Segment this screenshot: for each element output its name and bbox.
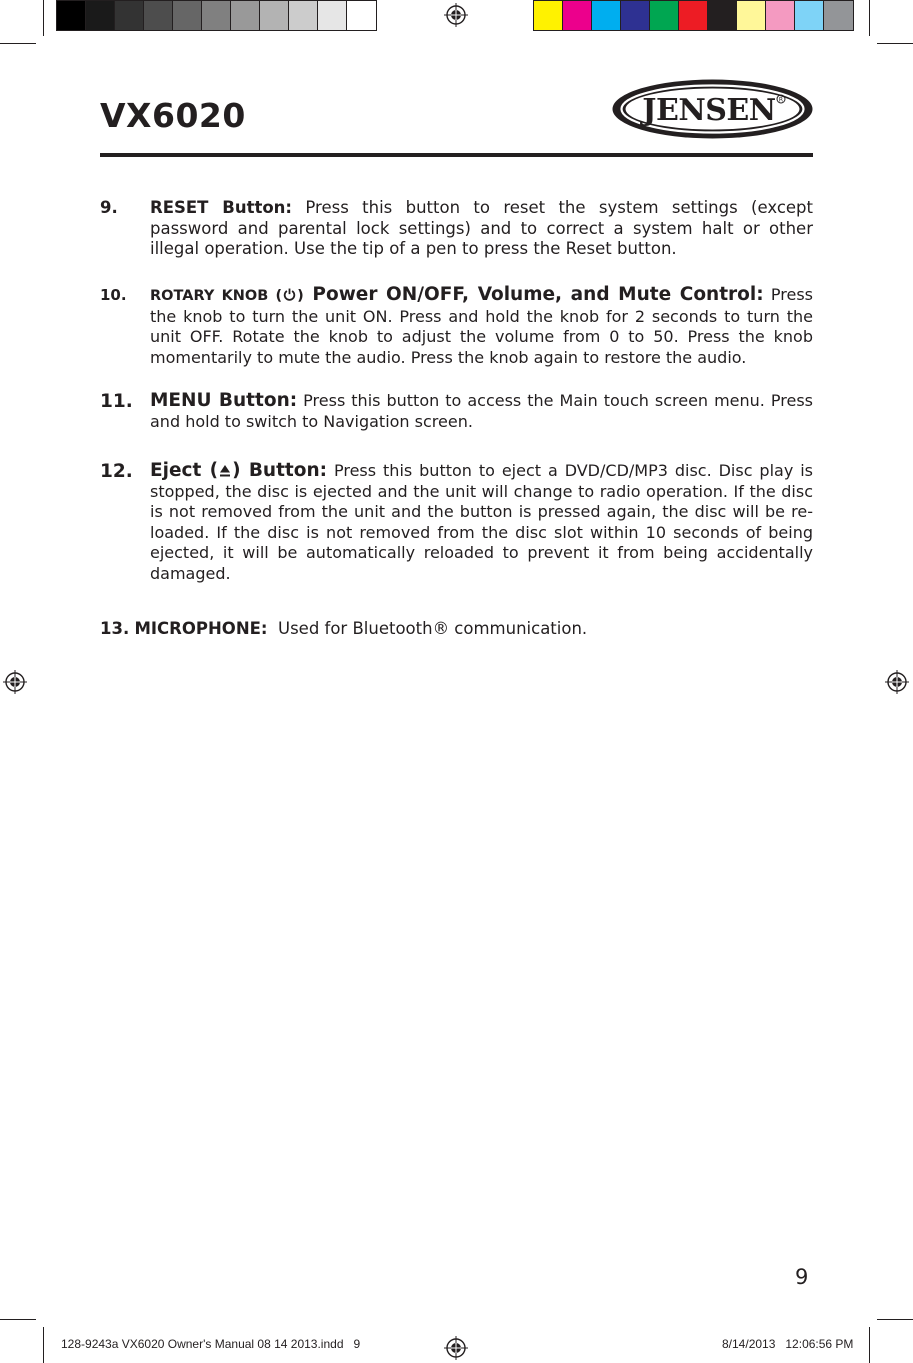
gray-swatch [57, 1, 86, 30]
item-description: Used for Bluetooth® communication. [267, 619, 588, 638]
item-label-pre: Eject ( [150, 460, 219, 481]
item-label: MENU Button: [150, 390, 298, 411]
item-number: 12. [100, 461, 133, 482]
item-label-post: ) Button: [232, 460, 328, 481]
color-swatch [766, 1, 795, 30]
gray-swatch [202, 1, 231, 30]
slug-date: 8/14/2013 12:06:56 PM [722, 1337, 854, 1351]
item-label: RESET Button: [150, 198, 293, 217]
item-number: 9. [100, 198, 118, 217]
crop-mark [869, 1327, 870, 1363]
brand-wordmark: JENSEN [642, 93, 776, 128]
item-description: Press this button to reset the system settings (except password and parental lock settings) and to correct a system halt or other illegal operation. Use the tip of a pen to press the Reset button. [150, 198, 813, 258]
item-label-close: ) [297, 288, 304, 304]
list-item [100, 285, 813, 368]
registration-target-icon [885, 670, 909, 694]
item-number: 13. [100, 619, 130, 638]
color-swatch [563, 1, 592, 30]
item-text [150, 461, 813, 584]
color-swatch [795, 1, 824, 30]
gray-swatch [144, 1, 173, 30]
color-swatch [621, 1, 650, 30]
crop-mark [43, 0, 44, 36]
item-description: Press this button to access the Main touch screen menu. Press and hold to switch to Navigation screen. [150, 391, 813, 431]
grayscale-color-bar [56, 0, 377, 31]
gray-swatch [260, 1, 289, 30]
process-color-bar [533, 0, 854, 31]
header-rule [100, 153, 813, 157]
gray-swatch [173, 1, 202, 30]
registration-target-icon [444, 1336, 468, 1360]
slug-file-name: 128-9243a VX6020 Owner's Manual 08 14 2013.indd 9 [61, 1337, 361, 1351]
color-swatch [679, 1, 708, 30]
item-text [150, 285, 813, 368]
color-swatch [534, 1, 563, 30]
item-description: Press the knob to turn the unit ON. Press and hold the knob for 2 seconds to turn the unit OFF. Rotate the knob to adjust the volume from 0 to 50. Press the knob momentarily to mute the audio. Press the knob again to restore the audio. [150, 285, 814, 367]
jensen-logo [611, 78, 814, 140]
gray-swatch [115, 1, 144, 30]
registration-target-icon [444, 3, 468, 27]
item-description: Press this button to eject a DVD/CD/MP3 disc. Disc play is stopped, the disc is ejected and the unit will change to radio operation. If the disc is not removed from the unit and the button is pressed again, the disc will be re-loaded. If the disc is not removed from the disc slot within 10 seconds of being ejected, it will be automatically reloaded to prevent it from being accidentally damaged. [150, 461, 813, 583]
crop-mark [877, 1319, 913, 1320]
list-item [100, 619, 587, 638]
item-label: MICROPHONE: [134, 619, 268, 638]
crop-mark [877, 43, 913, 44]
list-item [100, 198, 813, 260]
page-number: 9 [795, 1265, 809, 1289]
crop-mark [0, 43, 36, 44]
item-number: 10. [100, 286, 127, 304]
color-swatch [737, 1, 766, 30]
item-label-main: Power ON/OFF, Volume, and Mute Control: [303, 284, 764, 305]
crop-mark [43, 1327, 44, 1363]
gray-swatch [231, 1, 260, 30]
list-item [100, 391, 813, 432]
color-swatch [592, 1, 621, 30]
gray-swatch [318, 1, 347, 30]
crop-mark [869, 0, 870, 36]
gray-swatch [347, 1, 376, 30]
model-title: VX6020 [100, 96, 246, 135]
svg-text:R: R [778, 96, 784, 104]
gray-swatch [289, 1, 318, 30]
power-icon [283, 288, 296, 301]
list-item [100, 461, 813, 584]
item-text [150, 198, 813, 260]
item-number: 11. [100, 391, 133, 412]
color-swatch [708, 1, 737, 30]
gray-swatch [86, 1, 115, 30]
eject-icon [219, 463, 231, 478]
item-label: ROTARY KNOB ( [150, 288, 283, 304]
crop-mark [0, 1319, 36, 1320]
registration-target-icon [3, 670, 27, 694]
item-text [150, 391, 813, 432]
color-swatch [650, 1, 679, 30]
color-swatch [824, 1, 853, 30]
